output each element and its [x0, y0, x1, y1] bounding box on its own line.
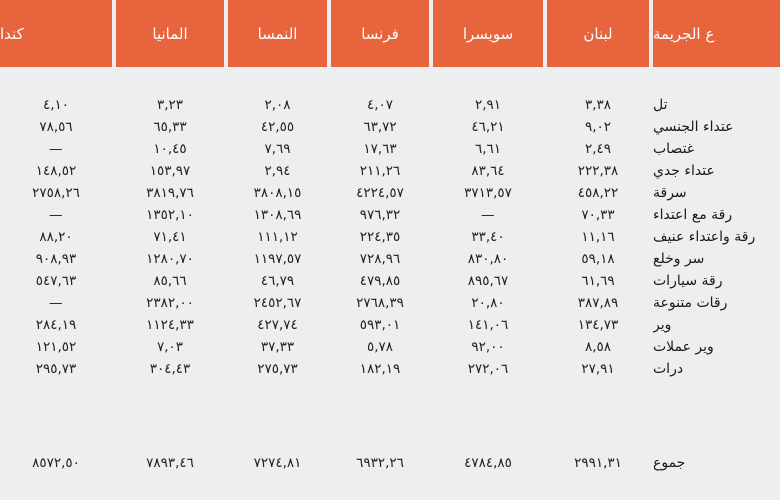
cell-germany: ١٢٨٠,٧٠	[146, 251, 194, 267]
cell-austria: ٢٤٥٢,٦٧	[253, 295, 302, 311]
table-header	[0, 0, 780, 67]
cell-france: ٢٧٦٨,٣٩	[356, 295, 404, 311]
cell-lebanon: ٧٠,٣٣	[581, 207, 615, 223]
row-label: رقة واعتداء عنيف	[653, 229, 756, 245]
header-canada: كندا	[0, 0, 112, 67]
cell-germany: ٧١,٤١	[153, 229, 187, 245]
cell-lebanon: ٢,٤٩	[584, 141, 612, 157]
row-label: وير عملات	[653, 339, 714, 355]
cell-canada: ٨٨,٢٠	[39, 229, 73, 245]
cell-canada: ٥٤٧,٦٣	[35, 273, 77, 289]
cell-canada: —	[49, 141, 63, 157]
total-label: جموع	[653, 455, 686, 471]
cell-canada: ١٤٨,٥٢	[35, 163, 77, 179]
cell-austria: ١١١,١٢	[257, 229, 298, 245]
table-row	[0, 204, 780, 226]
cell-austria: ٢٧٥,٧٣	[257, 361, 298, 377]
table-row	[0, 226, 780, 248]
table-row	[0, 182, 780, 204]
header-germany: المانيا	[116, 0, 224, 67]
table-row	[0, 248, 780, 270]
total-germany: ٧٨٩٣,٤٦	[146, 455, 194, 471]
total-austria: ٧٢٧٤,٨١	[253, 455, 302, 471]
cell-austria: ٢,٩٤	[264, 163, 291, 179]
cell-france: ٥,٧٨	[366, 339, 394, 355]
cell-canada: —	[49, 207, 63, 223]
cell-lebanon: ١١,١٦	[581, 229, 615, 245]
cell-germany: ٢٣٨٢,٠٠	[146, 295, 194, 311]
table-row	[0, 314, 780, 336]
cell-canada: ٢٩٥,٧٣	[35, 361, 77, 377]
cell-lebanon: ٢٧,٩١	[581, 361, 615, 377]
cell-france: ٢٢٤,٣٥	[359, 229, 401, 245]
header-lebanon: لبنان	[547, 0, 649, 67]
cell-lebanon: ٢٢٢,٣٨	[577, 163, 619, 179]
table-row	[0, 116, 780, 138]
cell-canada: ٧٨,٥٦	[39, 119, 73, 135]
cell-austria: ٧,٦٩	[264, 141, 291, 157]
cell-austria: ٤٢,٥٥	[260, 119, 295, 135]
cell-switzerland: ٢٧٢,٠٦	[467, 361, 509, 377]
cell-switzerland: ٩٢,٠٠	[471, 339, 505, 355]
cell-germany: ١٠,٤٥	[153, 141, 187, 157]
cell-lebanon: ٦١,٦٩	[581, 273, 615, 289]
cell-germany: ١٣٥٢,١٠	[146, 207, 194, 223]
table-row	[0, 270, 780, 292]
cell-france: ٦٣,٧٢	[363, 119, 397, 135]
row-label: عتداء الجنسي	[653, 119, 734, 135]
header-austria: النمسا	[228, 0, 327, 67]
cell-canada: —	[49, 295, 63, 311]
cell-canada: ٢٨٤,١٩	[35, 317, 77, 333]
cell-france: ١٨٢,١٩	[359, 361, 401, 377]
header-france: فرنسا	[331, 0, 429, 67]
cell-france: ٤٧٩,٨٥	[359, 273, 401, 289]
cell-lebanon: ٨,٥٨	[584, 339, 612, 355]
row-label: وير	[653, 317, 672, 333]
cell-france: ٢١١,٢٦	[359, 163, 401, 179]
cell-france: ٥٩٣,٠١	[359, 317, 401, 333]
cell-switzerland: ٨٣٠,٨٠	[467, 251, 509, 267]
cell-switzerland: ٨٣,٦٤	[471, 163, 505, 179]
cell-germany: ٨٥,٦٦	[153, 273, 187, 289]
row-label: رقات متنوعة	[653, 295, 728, 311]
row-label: رقة سيارات	[653, 273, 723, 289]
cell-austria: ٤٢٧,٧٤	[257, 317, 298, 333]
cell-switzerland: ٣٧١٣,٥٧	[464, 185, 512, 201]
cell-france: ٤,٠٧	[366, 97, 394, 113]
total-lebanon: ٢٩٩١,٣١	[574, 455, 622, 471]
cell-austria: ٣٧,٣٣	[260, 339, 295, 355]
row-label: عتداء جدي	[653, 163, 715, 179]
cell-austria: ٤٦,٧٩	[260, 273, 295, 289]
total-switzerland: ٤٧٨٤,٨٥	[464, 455, 512, 471]
cell-austria: ٣٨٠٨,١٥	[253, 185, 302, 201]
cell-france: ٩٧٦,٣٢	[359, 207, 401, 223]
cell-lebanon: ١٣٤,٧٣	[577, 317, 619, 333]
header-switzerland: سويسرا	[433, 0, 543, 67]
cell-austria: ١٣٠٨,٦٩	[253, 207, 302, 223]
cell-switzerland: ٢٠,٨٠	[471, 295, 505, 311]
cell-lebanon: ٥٩,١٨	[581, 251, 615, 267]
cell-austria: ٢,٠٨	[264, 97, 291, 113]
cell-germany: ١١٢٤,٣٣	[146, 317, 194, 333]
cell-switzerland: ٣٣,٤٠	[471, 229, 505, 245]
cell-germany: ١٥٣,٩٧	[149, 163, 191, 179]
cell-france: ١٧,٦٣	[363, 141, 397, 157]
cell-switzerland: ٤٦,٢١	[471, 119, 505, 135]
row-label: درات	[653, 361, 684, 377]
row-label: رقة مع اعتداء	[653, 207, 733, 223]
cell-lebanon: ٣٨٧,٨٩	[577, 295, 619, 311]
table-row	[0, 358, 780, 380]
row-label: سر وخلع	[653, 251, 705, 267]
header-crime-type: ع الجريمة	[653, 0, 780, 67]
table-total-row	[0, 452, 780, 474]
cell-canada: ١٢١,٥٢	[35, 339, 77, 355]
table-row	[0, 160, 780, 182]
table-row	[0, 94, 780, 116]
row-label: تل	[653, 97, 668, 113]
cell-france: ٧٢٨,٩٦	[359, 251, 401, 267]
cell-germany: ٧,٠٣	[156, 339, 184, 355]
table-row	[0, 336, 780, 358]
cell-lebanon: ٣,٣٨	[584, 97, 612, 113]
cell-lebanon: ٤٥٨,٢٢	[577, 185, 619, 201]
cell-switzerland: —	[481, 207, 495, 223]
cell-germany: ٣٠٤,٤٣	[149, 361, 191, 377]
row-label: غتصاب	[653, 141, 695, 157]
total-france: ٦٩٣٢,٢٦	[356, 455, 404, 471]
cell-switzerland: ٦,٦١	[474, 141, 502, 157]
cell-canada: ٩٠٨,٩٣	[35, 251, 77, 267]
cell-lebanon: ٩,٠٢	[584, 119, 612, 135]
table-row	[0, 292, 780, 314]
cell-germany: ٣٨١٩,٧٦	[146, 185, 194, 201]
cell-germany: ٦٥,٣٣	[153, 119, 187, 135]
table-row	[0, 138, 780, 160]
cell-germany: ٣,٢٣	[156, 97, 184, 113]
cell-switzerland: ١٤١,٠٦	[467, 317, 509, 333]
cell-switzerland: ٨٩٥,٦٧	[467, 273, 509, 289]
cell-switzerland: ٢,٩١	[474, 97, 502, 113]
total-canada: ٨٥٧٢,٥٠	[32, 455, 80, 471]
cell-canada: ٤,١٠	[42, 97, 70, 113]
row-label: سرقة	[653, 185, 687, 201]
cell-france: ٤٢٢٤,٥٧	[356, 185, 404, 201]
cell-canada: ٢٧٥٨,٢٦	[32, 185, 80, 201]
cell-austria: ١١٩٧,٥٧	[253, 251, 302, 267]
